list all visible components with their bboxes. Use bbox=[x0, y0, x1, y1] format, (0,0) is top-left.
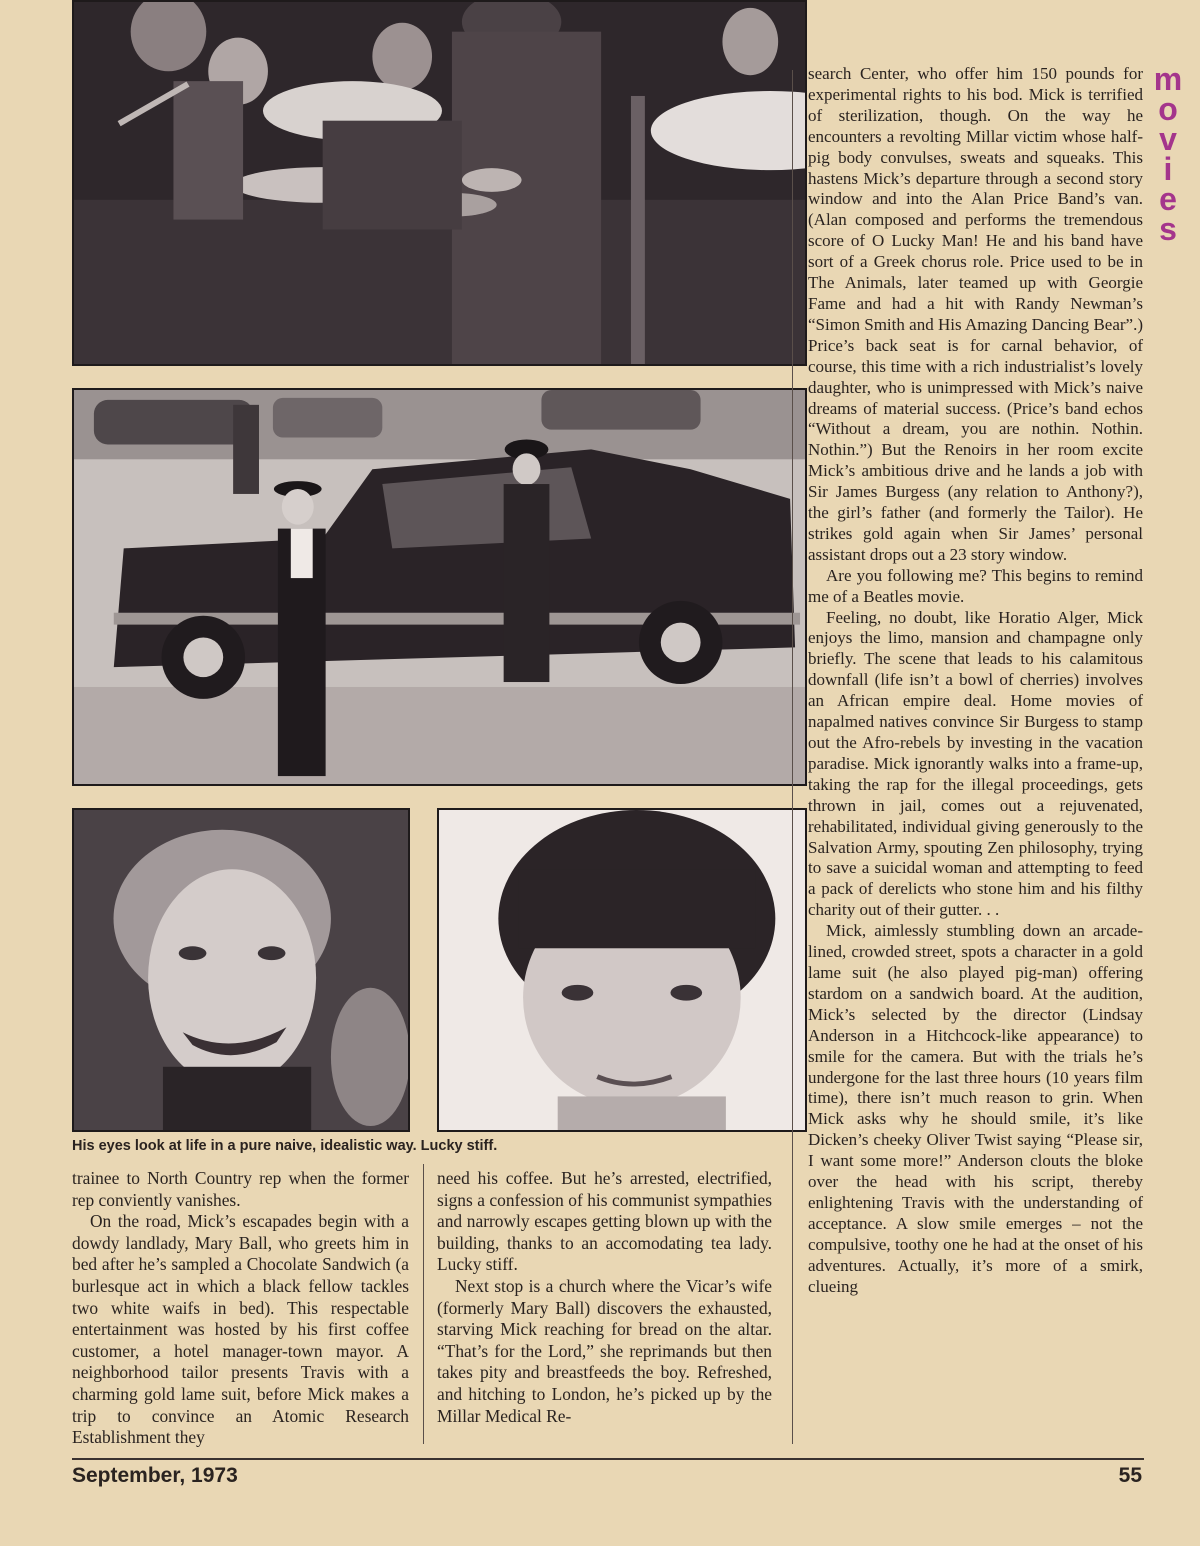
paragraph: search Center, who offer him 150 pounds for experimental rights to his bod. Mick is terrified of sterilization, though. On the way he encounters a revolting Millar victim whose half-pig body convulses, sweats and squeaks. This hastens Mick’s departure through a second story window and into the Alan Price Band’s van. (Alan composed and performs the tremendous score of O Lucky Man! He and his band have sort of a Greek chorus role. Price used to be in The Animals, later teamed up with Georgie Fame and had a hit with Randy Newman’s “Simon Smith and His Amazing Dancing Bear”.) Price’s back seat is for carnal behavior, of course, this time with a rich industrialist’s lovely daughter, who is unimpressed with Mick’s naive dreams of material success. (Price’s band echos “Without a dream, you are nothin. Nothin. Nothin.”) But the Renoirs in her room excite Mick’s ambitious drive and he lands a job with Sir James Burgess (any relation to Anthony?), the girl’s father (and formerly the Tailor). He strikes gold again when Sir James’ personal assistant drops out a 23 story window. bbox=[808, 64, 1143, 564]
paragraph: Next stop is a church where the Vicar’s wife (formerly Mary Ball) discovers the exhausted, starving Mick reaching for bread on the altar. “That’s for the Lord,” she reprimands but then takes pity and breastfeeds the boy. Refreshed, and hitching to London, he’s picked up by the Millar Medical Re- bbox=[437, 1275, 772, 1426]
footer-rule bbox=[72, 1458, 1144, 1460]
column-right bbox=[808, 64, 1143, 1297]
section-letter: m bbox=[1153, 61, 1183, 97]
section-label-movies bbox=[1150, 61, 1186, 247]
section-letter: i bbox=[1163, 151, 1173, 187]
paragraph: On the road, Mick’s escapades begin with a dowdy landlady, Mary Ball, who greets him in bed after he’s sampled a Chocolate Sandwich (a burlesque act in which a black fellow tackles two white waifs in bed). This respectable entertainment was hosted by his first coffee customer, a hotel manager-town mayor. A neighborhood tailor presents Travis with a charming gold lame suit, before Mick makes a trip to convince an Atomic Research Establishment they bbox=[72, 1211, 409, 1448]
column-left bbox=[72, 1168, 409, 1449]
column-divider-left bbox=[423, 1164, 424, 1444]
section-letter: o bbox=[1158, 91, 1178, 127]
paragraph: Feeling, no doubt, like Horatio Alger, Mick enjoys the limo, mansion and champagne only briefly. The scene that leads to his calamitous downfall (life isn’t a bowl of cherries) involves an African empire deal. Home movies of napalmed natives convince Sir Burgess to stamp out the Afro-rebels by investing in the vacation paradise. Mick ignorantly walks into a frame-up, taking the rap for the illegal proceedings, gets thrown in jail, comes out a rejuvenated, rehabilitated, individual giving generously to the Salvation Army, spouting Zen philosophy, trying to save a suicidal woman and attempting to feed a pack of derelicts who stone him and his filthy charity out of their gutter. . . bbox=[808, 607, 1143, 920]
page-number: 55 bbox=[1118, 1464, 1142, 1487]
paragraph: need his coffee. But he’s arrested, electrified, signs a confession of his communist sympathies and narrowly escapes getting blown up with the building, thanks to an accomodating tea lady. Lucky stiff. bbox=[437, 1168, 772, 1275]
column-divider-right bbox=[792, 70, 793, 1444]
portrait-grinning-photo bbox=[72, 808, 410, 1132]
section-letter: s bbox=[1159, 211, 1177, 247]
section-letter: e bbox=[1159, 181, 1177, 217]
paragraph: Mick, aimlessly stumbling down an arcade-lined, crowded street, spots a character in a gold lame suit (he also played pig-man) offering stardom on a sandwich board. At the audition, Mick’s selected by the director (Lindsay Anderson in a Hitchcock-like appearance) to smile for the camera. But with the trials he’s undergone for the last three hours (10 years film time), there isn’t much reason to grin. When Mick asks why he should smile, it’s like Dicken’s cheeky Oliver Twist saying “Please sir, I want some more!” Anderson clouts the bloke over the head with his script, thereby enlightening Travis with the understanding of acceptance. A slow smile emerges – not the compulsive, toothy one he had at the onset of his adventures. Actually, it’s more of a smirk, clueing bbox=[808, 921, 1143, 1296]
paragraph: Are you following me? This begins to remind me of a Beatles movie. bbox=[808, 565, 1143, 606]
section-letter: v bbox=[1159, 121, 1177, 157]
paragraph: trainee to North Country rep when the former rep conviently vanishes. bbox=[72, 1168, 409, 1210]
portrait-glancing-photo bbox=[437, 808, 807, 1132]
band-performance-photo bbox=[72, 0, 807, 366]
limousine-street-photo bbox=[72, 388, 807, 786]
photo-caption: His eyes look at life in a pure naive, idealistic way. Lucky stiff. bbox=[72, 1138, 498, 1154]
footer-date: September, 1973 bbox=[72, 1464, 238, 1487]
column-middle bbox=[437, 1168, 772, 1427]
